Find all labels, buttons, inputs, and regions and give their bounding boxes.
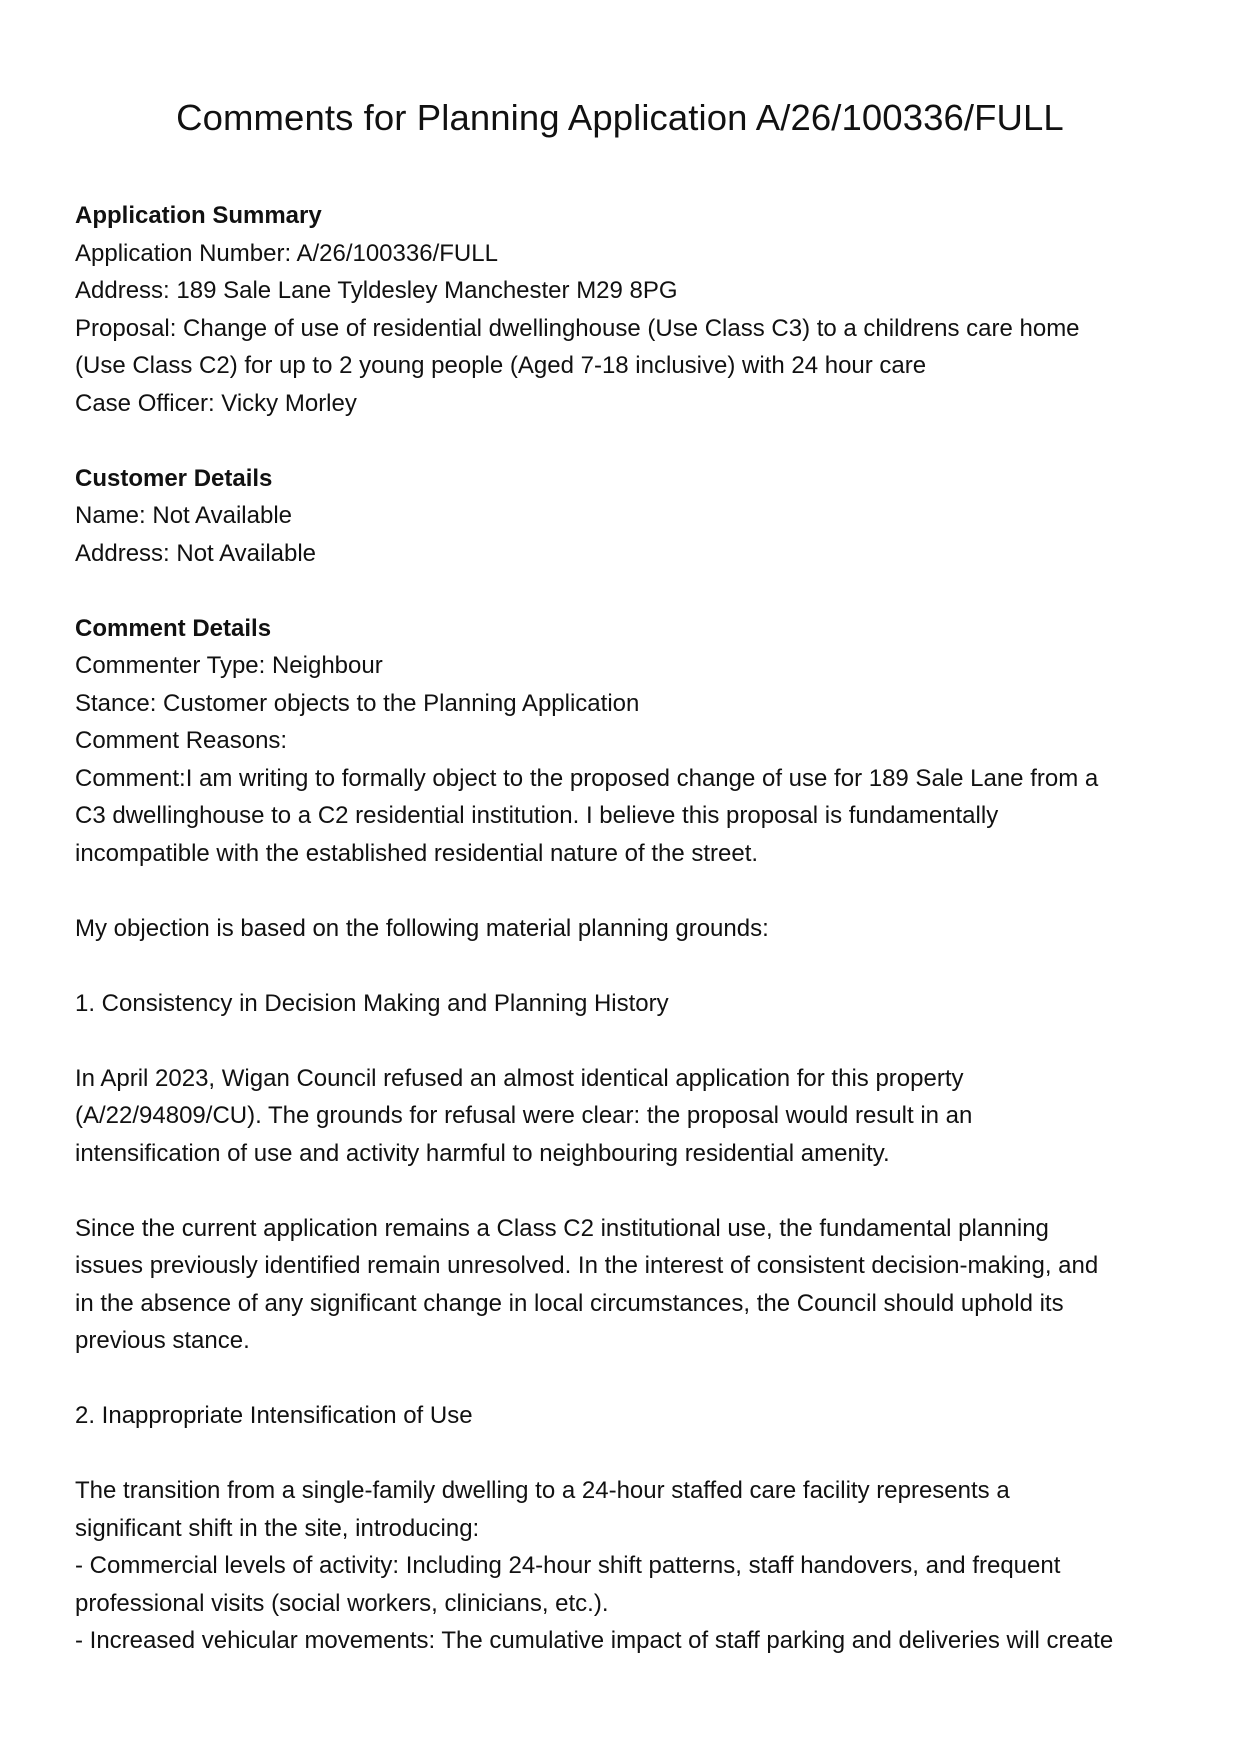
comment-details-section <box>75 610 1170 1660</box>
page-title: Comments for Planning Application A/26/100336/FULL <box>176 97 1064 138</box>
stance: Stance: Customer objects to the Planning Application <box>75 689 640 717</box>
point-2-para-1-line: The transition from a single-family dwelling to a 24-hour staffed care facility represents a <box>75 1477 1010 1504</box>
spacer <box>75 1022 1170 1060</box>
spacer <box>75 422 1170 460</box>
application-summary-heading: Application Summary <box>75 202 322 229</box>
point-2-para-1-line: significant shift in the site, introducing: <box>75 1514 480 1542</box>
comment-line: Comment:I am writing to formally object to the proposed change of use for 189 Sale Lane from a <box>75 764 1099 792</box>
point-1-para-2-line: Since the current application remains a Class C2 institutional use, the fundamental planning <box>75 1214 1049 1242</box>
spacer <box>75 572 1170 610</box>
point-1-para-1-line: In April 2023, Wigan Council refused an almost identical application for this property <box>75 1064 964 1092</box>
objection-intro: My objection is based on the following material planning grounds: <box>75 914 769 942</box>
comment-line: C3 dwellinghouse to a C2 residential institution. I believe this proposal is fundamentally <box>75 802 999 829</box>
spacer <box>75 1435 1170 1473</box>
point-2-heading: 2. Inappropriate Intensification of Use <box>75 1402 473 1429</box>
proposal-line-2: (Use Class C2) for up to 2 young people (Aged 7-18 inclusive) with 24 hour care <box>75 352 927 379</box>
customer-details-heading: Customer Details <box>75 464 273 492</box>
spacer <box>75 947 1170 985</box>
point-2-para-1-line: - Commercial levels of activity: Including 24-hour shift patterns, staff handovers, and frequent <box>75 1552 1061 1579</box>
point-1-para-2-line: in the absence of any significant change in local circumstances, the Council should uphold its <box>75 1289 1064 1317</box>
comment-line: incompatible with the established residential nature of the street. <box>75 839 759 867</box>
point-1-heading: 1. Consistency in Decision Making and Planning History <box>75 989 669 1017</box>
point-2-para-1-line: - Increased vehicular movements: The cumulative impact of staff parking and deliveries will create <box>75 1627 1114 1654</box>
spacer <box>75 872 1170 910</box>
comment-reasons: Comment Reasons: <box>75 727 288 754</box>
point-1-para-2-line: previous stance. <box>75 1327 250 1354</box>
customer-address: Address: Not Available <box>75 539 317 567</box>
commenter-type: Commenter Type: Neighbour <box>75 652 383 679</box>
document-body <box>75 197 1170 1660</box>
spacer <box>75 1172 1170 1210</box>
customer-details-section <box>75 460 1170 573</box>
application-number: Application Number: A/26/100336/FULL <box>75 239 498 267</box>
application-summary-section <box>75 197 1170 422</box>
point-1-para-1-line: (A/22/94809/CU). The grounds for refusal were clear: the proposal would result in an <box>75 1102 973 1129</box>
point-1-para-2-line: issues previously identified remain unresolved. In the interest of consistent decision-making, and <box>75 1252 1099 1279</box>
spacer <box>75 1360 1170 1398</box>
customer-name: Name: Not Available <box>75 502 293 529</box>
comment-details-heading: Comment Details <box>75 614 272 642</box>
case-officer: Case Officer: Vicky Morley <box>75 389 357 417</box>
point-2-para-1-line: professional visits (social workers, clinicians, etc.). <box>75 1589 609 1617</box>
point-1-para-1-line: intensification of use and activity harmful to neighbouring residential amenity. <box>75 1139 890 1167</box>
proposal-line-1: Proposal: Change of use of residential dwellinghouse (Use Class C3) to a childrens care home <box>75 314 1080 342</box>
application-address: Address: 189 Sale Lane Tyldesley Manchester M29 8PG <box>75 277 678 304</box>
